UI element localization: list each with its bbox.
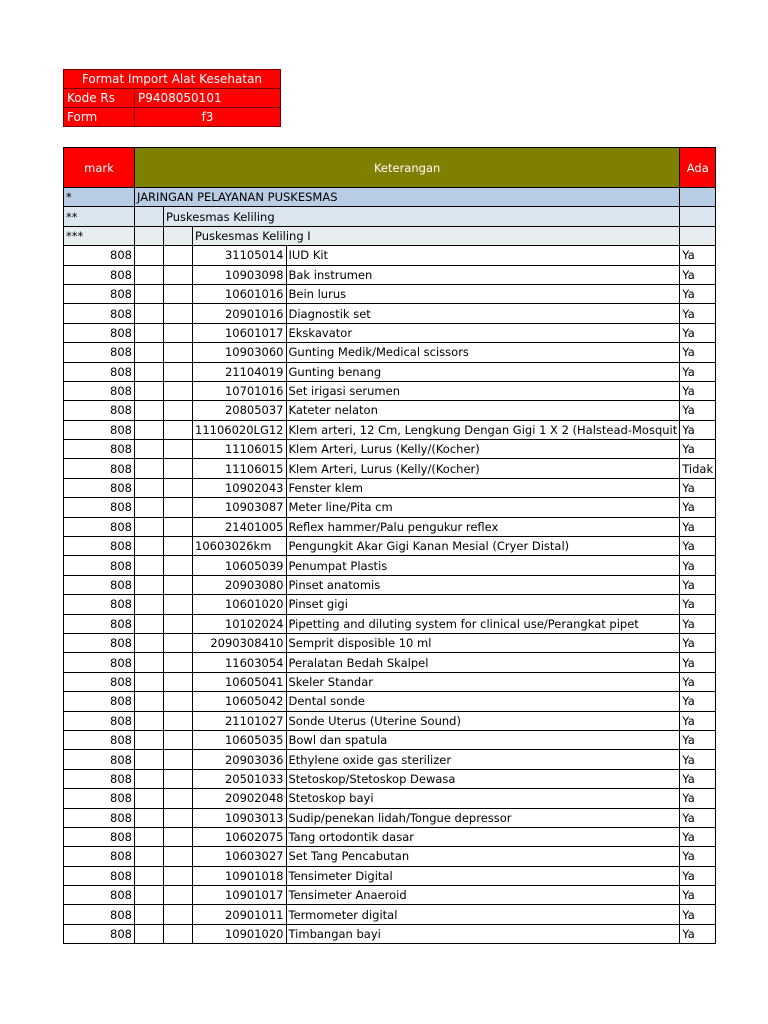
row-indent-1[interactable] — [135, 711, 164, 730]
row-mark[interactable]: 808 — [64, 633, 135, 652]
row-code[interactable]: 20501033 — [193, 769, 287, 788]
row-ada[interactable]: Ya — [680, 246, 716, 265]
level2-mark[interactable]: ** — [64, 207, 135, 226]
row-indent-1[interactable] — [135, 866, 164, 885]
row-code[interactable]: 21101027 — [193, 711, 287, 730]
row-indent-2[interactable] — [164, 653, 193, 672]
table-row — [64, 672, 716, 691]
row-indent-1[interactable] — [135, 924, 164, 943]
table-row — [64, 808, 716, 827]
row-ada[interactable]: Ya — [680, 284, 716, 303]
row-mark[interactable]: 808 — [64, 692, 135, 711]
row-ada[interactable]: Ya — [680, 847, 716, 866]
table-row — [64, 284, 716, 303]
row-indent-2[interactable] — [164, 789, 193, 808]
table-row — [64, 847, 716, 866]
row-ada[interactable]: Ya — [680, 304, 716, 323]
row-indent-2[interactable] — [164, 614, 193, 633]
row-indent-1[interactable] — [135, 730, 164, 749]
row-code[interactable]: 20901016 — [193, 304, 287, 323]
row-code[interactable]: 10903013 — [193, 808, 287, 827]
row-indent-1[interactable] — [135, 633, 164, 652]
row-mark[interactable]: 808 — [64, 827, 135, 846]
row-mark[interactable]: 808 — [64, 769, 135, 788]
row-item-name[interactable]: Sonde Uterus (Uterine Sound) — [286, 711, 680, 730]
level3-ada[interactable] — [680, 226, 716, 245]
row-mark[interactable]: 808 — [64, 537, 135, 556]
table-row — [64, 556, 716, 575]
row-mark[interactable]: 808 — [64, 886, 135, 905]
row-mark[interactable]: 808 — [64, 265, 135, 284]
table-row — [64, 343, 716, 362]
row-ada[interactable]: Ya — [680, 343, 716, 362]
row-indent-1[interactable] — [135, 537, 164, 556]
column-header-ada[interactable]: Ada — [680, 148, 716, 188]
row-indent-2[interactable] — [164, 633, 193, 652]
row-indent-1[interactable] — [135, 265, 164, 284]
row-code[interactable]: 20805037 — [193, 401, 287, 420]
row-item-name[interactable]: Set Tang Pencabutan — [286, 847, 680, 866]
row-indent-2[interactable] — [164, 672, 193, 691]
row-item-name[interactable]: Bowl dan spatula — [286, 730, 680, 749]
row-code[interactable]: 11603054 — [193, 653, 287, 672]
row-ada[interactable]: Ya — [680, 886, 716, 905]
row-item-name[interactable]: Sudip/penekan lidah/Tongue depressor — [286, 808, 680, 827]
row-mark[interactable]: 808 — [64, 381, 135, 400]
row-ada[interactable]: Ya — [680, 924, 716, 943]
row-item-name[interactable]: Pengungkit Akar Gigi Kanan Mesial (Cryer Distal) — [286, 537, 680, 556]
row-indent-1[interactable] — [135, 556, 164, 575]
table-row — [64, 304, 716, 323]
row-item-name[interactable]: Tensimeter Digital — [286, 866, 680, 885]
level2-indent[interactable] — [135, 207, 164, 226]
row-indent-2[interactable] — [164, 362, 193, 381]
row-indent-1[interactable] — [135, 304, 164, 323]
row-item-name[interactable]: Peralatan Bedah Skalpel — [286, 653, 680, 672]
row-indent-2[interactable] — [164, 905, 193, 924]
level1-ada[interactable] — [680, 188, 716, 207]
row-item-name[interactable]: Termometer digital — [286, 905, 680, 924]
row-ada[interactable]: Ya — [680, 866, 716, 885]
row-code[interactable]: 10701016 — [193, 381, 287, 400]
row-mark[interactable]: 808 — [64, 323, 135, 342]
row-item-name[interactable]: Dental sonde — [286, 692, 680, 711]
table-row — [64, 381, 716, 400]
row-indent-2[interactable] — [164, 265, 193, 284]
row-code[interactable]: 11106015 — [193, 459, 287, 478]
row-ada[interactable]: Ya — [680, 265, 716, 284]
row-indent-1[interactable] — [135, 381, 164, 400]
row-indent-1[interactable] — [135, 246, 164, 265]
row-mark[interactable]: 808 — [64, 304, 135, 323]
row-indent-1[interactable] — [135, 847, 164, 866]
table-row — [64, 459, 716, 478]
row-indent-1[interactable] — [135, 808, 164, 827]
row-ada[interactable]: Ya — [680, 537, 716, 556]
row-mark[interactable]: 808 — [64, 750, 135, 769]
level2-ada[interactable] — [680, 207, 716, 226]
row-indent-2[interactable] — [164, 401, 193, 420]
table-row — [64, 614, 716, 633]
row-code[interactable]: 11106015 — [193, 440, 287, 459]
row-indent-1[interactable] — [135, 672, 164, 691]
row-indent-1[interactable] — [135, 343, 164, 362]
row-mark[interactable]: 808 — [64, 459, 135, 478]
row-code[interactable]: 10602075 — [193, 827, 287, 846]
row-item-name[interactable]: Fenster klem — [286, 478, 680, 497]
row-indent-1[interactable] — [135, 478, 164, 497]
row-ada[interactable]: Ya — [680, 769, 716, 788]
row-mark[interactable]: 808 — [64, 866, 135, 885]
row-item-name[interactable]: Tensimeter Anaeroid — [286, 886, 680, 905]
row-indent-2[interactable] — [164, 886, 193, 905]
row-mark[interactable]: 808 — [64, 246, 135, 265]
row-mark[interactable]: 808 — [64, 847, 135, 866]
row-indent-1[interactable] — [135, 459, 164, 478]
row-code[interactable]: 20901011 — [193, 905, 287, 924]
row-mark[interactable]: 808 — [64, 653, 135, 672]
row-ada[interactable]: Ya — [680, 633, 716, 652]
row-item-name[interactable]: Meter line/Pita cm — [286, 498, 680, 517]
row-item-name[interactable]: Bak instrumen — [286, 265, 680, 284]
row-mark[interactable]: 808 — [64, 905, 135, 924]
row-indent-1[interactable] — [135, 614, 164, 633]
row-mark[interactable]: 808 — [64, 420, 135, 439]
row-ada[interactable]: Ya — [680, 692, 716, 711]
table-row — [64, 692, 716, 711]
row-indent-2[interactable] — [164, 556, 193, 575]
row-code[interactable]: 10605039 — [193, 556, 287, 575]
row-ada[interactable]: Ya — [680, 808, 716, 827]
row-ada[interactable]: Ya — [680, 478, 716, 497]
row-indent-1[interactable] — [135, 362, 164, 381]
row-mark[interactable]: 808 — [64, 614, 135, 633]
row-indent-2[interactable] — [164, 827, 193, 846]
row-mark[interactable]: 808 — [64, 808, 135, 827]
table-row — [64, 362, 716, 381]
table-row — [64, 730, 716, 749]
table-row — [64, 440, 716, 459]
table-row — [64, 420, 716, 439]
row-item-name[interactable]: Stetoskop/Stetoskop Dewasa — [286, 769, 680, 788]
table-row — [64, 866, 716, 885]
row-item-name[interactable]: Pipetting and diluting system for clinical use/Perangkat pipet — [286, 614, 680, 633]
import-header-block — [63, 69, 281, 127]
row-code[interactable]: 10601017 — [193, 323, 287, 342]
row-code[interactable]: 21104019 — [193, 362, 287, 381]
category-row-level-2 — [64, 207, 716, 226]
table-row — [64, 537, 716, 556]
row-mark[interactable]: 808 — [64, 575, 135, 594]
level3-label[interactable]: Puskesmas Keliling I — [193, 226, 680, 245]
table-row — [64, 905, 716, 924]
row-indent-2[interactable] — [164, 750, 193, 769]
row-indent-2[interactable] — [164, 537, 193, 556]
level1-mark[interactable]: * — [64, 188, 135, 207]
row-indent-1[interactable] — [135, 498, 164, 517]
row-ada[interactable]: Ya — [680, 789, 716, 808]
form-value[interactable]: f3 — [135, 108, 281, 127]
row-indent-1[interactable] — [135, 769, 164, 788]
table-row — [64, 265, 716, 284]
row-indent-1[interactable] — [135, 401, 164, 420]
row-ada[interactable]: Ya — [680, 827, 716, 846]
row-item-name[interactable]: Pinset anatomis — [286, 575, 680, 594]
row-code[interactable]: 10903098 — [193, 265, 287, 284]
row-code[interactable]: 10605042 — [193, 692, 287, 711]
row-indent-2[interactable] — [164, 866, 193, 885]
table-row — [64, 750, 716, 769]
row-item-name[interactable]: Klem Arteri, Lurus (Kelly/(Kocher) — [286, 459, 680, 478]
row-mark[interactable]: 808 — [64, 284, 135, 303]
row-ada[interactable]: Ya — [680, 556, 716, 575]
table-row — [64, 924, 716, 943]
row-item-name[interactable]: Bein lurus — [286, 284, 680, 303]
row-mark[interactable]: 808 — [64, 440, 135, 459]
row-indent-2[interactable] — [164, 440, 193, 459]
row-mark[interactable]: 808 — [64, 517, 135, 536]
row-mark[interactable]: 808 — [64, 711, 135, 730]
row-indent-1[interactable] — [135, 886, 164, 905]
row-indent-2[interactable] — [164, 498, 193, 517]
row-ada[interactable]: Ya — [680, 401, 716, 420]
level2-label[interactable]: Puskesmas Keliling — [164, 207, 680, 226]
row-indent-1[interactable] — [135, 750, 164, 769]
row-item-name[interactable]: Klem Arteri, Lurus (Kelly/(Kocher) — [286, 440, 680, 459]
row-mark[interactable]: 808 — [64, 556, 135, 575]
table-row — [64, 575, 716, 594]
table-row — [64, 769, 716, 788]
row-code[interactable]: 2090308410 — [193, 633, 287, 652]
row-indent-2[interactable] — [164, 304, 193, 323]
category-row-level-3 — [64, 226, 716, 245]
row-indent-2[interactable] — [164, 381, 193, 400]
row-item-name[interactable]: Klem arteri, 12 Cm, Lengkung Dengan Gigi 1 X 2 (Halstead-Mosquit — [286, 420, 680, 439]
row-indent-2[interactable] — [164, 847, 193, 866]
row-code[interactable]: 10603027 — [193, 847, 287, 866]
row-code[interactable]: 10603026km — [193, 537, 287, 556]
table-row — [64, 498, 716, 517]
row-indent-2[interactable] — [164, 246, 193, 265]
row-mark[interactable]: 808 — [64, 343, 135, 362]
row-item-name[interactable]: Skeler Standar — [286, 672, 680, 691]
row-indent-2[interactable] — [164, 478, 193, 497]
format-title: Format Import Alat Kesehatan — [64, 70, 281, 89]
table-row — [64, 711, 716, 730]
row-indent-1[interactable] — [135, 517, 164, 536]
row-mark[interactable]: 808 — [64, 362, 135, 381]
row-ada[interactable]: Ya — [680, 498, 716, 517]
row-code[interactable]: 21401005 — [193, 517, 287, 536]
row-item-name[interactable]: Gunting Medik/Medical scissors — [286, 343, 680, 362]
row-indent-1[interactable] — [135, 692, 164, 711]
row-mark[interactable]: 808 — [64, 401, 135, 420]
row-indent-2[interactable] — [164, 730, 193, 749]
row-item-name[interactable]: Penumpat Plastis — [286, 556, 680, 575]
row-indent-1[interactable] — [135, 653, 164, 672]
row-indent-1[interactable] — [135, 284, 164, 303]
row-mark[interactable]: 808 — [64, 789, 135, 808]
row-item-name[interactable]: Set irigasi serumen — [286, 381, 680, 400]
column-header-keterangan[interactable]: Keterangan — [135, 148, 680, 188]
row-indent-2[interactable] — [164, 692, 193, 711]
row-mark[interactable]: 808 — [64, 924, 135, 943]
row-code[interactable]: 10102024 — [193, 614, 287, 633]
row-indent-1[interactable] — [135, 575, 164, 594]
table-row — [64, 323, 716, 342]
row-code[interactable]: 20902048 — [193, 789, 287, 808]
level1-label[interactable]: JARINGAN PELAYANAN PUSKESMAS — [135, 188, 680, 207]
row-code[interactable]: 31105014 — [193, 246, 287, 265]
row-ada[interactable]: Ya — [680, 323, 716, 342]
level3-indent-1[interactable] — [135, 226, 164, 245]
row-code[interactable]: 10601016 — [193, 284, 287, 303]
table-row — [64, 401, 716, 420]
row-ada[interactable]: Ya — [680, 750, 716, 769]
row-indent-1[interactable] — [135, 595, 164, 614]
row-code[interactable]: 20903080 — [193, 575, 287, 594]
table-row — [64, 653, 716, 672]
table-row — [64, 886, 716, 905]
row-item-name[interactable]: Gunting benang — [286, 362, 680, 381]
row-ada[interactable]: Ya — [680, 905, 716, 924]
table-row — [64, 827, 716, 846]
level3-indent-2[interactable] — [164, 226, 193, 245]
row-indent-2[interactable] — [164, 595, 193, 614]
row-mark[interactable]: 808 — [64, 498, 135, 517]
row-ada[interactable]: Ya — [680, 730, 716, 749]
row-ada[interactable]: Ya — [680, 381, 716, 400]
row-item-name[interactable]: Ethylene oxide gas sterilizer — [286, 750, 680, 769]
row-ada[interactable]: Ya — [680, 575, 716, 594]
row-code[interactable]: 10902043 — [193, 478, 287, 497]
row-item-name[interactable]: Tang ortodontik dasar — [286, 827, 680, 846]
row-indent-2[interactable] — [164, 343, 193, 362]
equipment-table — [63, 147, 716, 944]
row-mark[interactable]: 808 — [64, 595, 135, 614]
column-header-mark[interactable]: mark — [64, 148, 135, 188]
table-row — [64, 633, 716, 652]
row-code[interactable]: 10903060 — [193, 343, 287, 362]
kode-label: Kode Rs — [64, 89, 135, 108]
table-row — [64, 246, 716, 265]
row-indent-1[interactable] — [135, 420, 164, 439]
row-code[interactable]: 10601020 — [193, 595, 287, 614]
row-indent-2[interactable] — [164, 323, 193, 342]
row-ada[interactable]: Ya — [680, 440, 716, 459]
row-item-name[interactable]: Semprit disposible 10 ml — [286, 633, 680, 652]
row-indent-2[interactable] — [164, 808, 193, 827]
row-item-name[interactable]: Ekskavator — [286, 323, 680, 342]
table-row — [64, 595, 716, 614]
row-ada[interactable]: Ya — [680, 653, 716, 672]
row-code[interactable]: 10901018 — [193, 866, 287, 885]
row-indent-2[interactable] — [164, 924, 193, 943]
row-mark[interactable]: 808 — [64, 672, 135, 691]
row-item-name[interactable]: IUD Kit — [286, 246, 680, 265]
table-header-row — [64, 148, 716, 188]
row-indent-2[interactable] — [164, 420, 193, 439]
row-item-name[interactable]: Timbangan bayi — [286, 924, 680, 943]
row-mark[interactable]: 808 — [64, 730, 135, 749]
category-row-level-1 — [64, 188, 716, 207]
row-indent-1[interactable] — [135, 323, 164, 342]
row-code[interactable]: 10901017 — [193, 886, 287, 905]
row-code[interactable]: 20903036 — [193, 750, 287, 769]
row-indent-2[interactable] — [164, 575, 193, 594]
row-item-name[interactable]: Kateter nelaton — [286, 401, 680, 420]
row-ada[interactable]: Tidak — [680, 459, 716, 478]
row-indent-1[interactable] — [135, 905, 164, 924]
row-item-name[interactable]: Reflex hammer/Palu pengukur reflex — [286, 517, 680, 536]
row-code[interactable]: 10605035 — [193, 730, 287, 749]
table-row — [64, 478, 716, 497]
row-indent-1[interactable] — [135, 440, 164, 459]
row-indent-1[interactable] — [135, 789, 164, 808]
row-code[interactable]: 10903087 — [193, 498, 287, 517]
table-row — [64, 517, 716, 536]
row-indent-2[interactable] — [164, 711, 193, 730]
row-ada[interactable]: Ya — [680, 362, 716, 381]
row-ada[interactable]: Ya — [680, 711, 716, 730]
form-label: Form — [64, 108, 135, 127]
row-indent-2[interactable] — [164, 769, 193, 788]
row-mark[interactable]: 808 — [64, 478, 135, 497]
row-indent-2[interactable] — [164, 284, 193, 303]
table-row — [64, 789, 716, 808]
row-ada[interactable]: Ya — [680, 595, 716, 614]
row-code[interactable]: 11106020LG12 — [193, 420, 287, 439]
row-code[interactable]: 10901020 — [193, 924, 287, 943]
row-ada[interactable]: Ya — [680, 614, 716, 633]
row-indent-2[interactable] — [164, 459, 193, 478]
row-item-name[interactable]: Diagnostik set — [286, 304, 680, 323]
level3-mark[interactable]: *** — [64, 226, 135, 245]
row-item-name[interactable]: Pinset gigi — [286, 595, 680, 614]
row-ada[interactable]: Ya — [680, 672, 716, 691]
row-indent-2[interactable] — [164, 517, 193, 536]
kode-value[interactable]: P9408050101 — [135, 89, 281, 108]
row-ada[interactable]: Ya — [680, 517, 716, 536]
row-code[interactable]: 10605041 — [193, 672, 287, 691]
row-item-name[interactable]: Stetoskop bayi — [286, 789, 680, 808]
row-ada[interactable]: Ya — [680, 420, 716, 439]
row-indent-1[interactable] — [135, 827, 164, 846]
